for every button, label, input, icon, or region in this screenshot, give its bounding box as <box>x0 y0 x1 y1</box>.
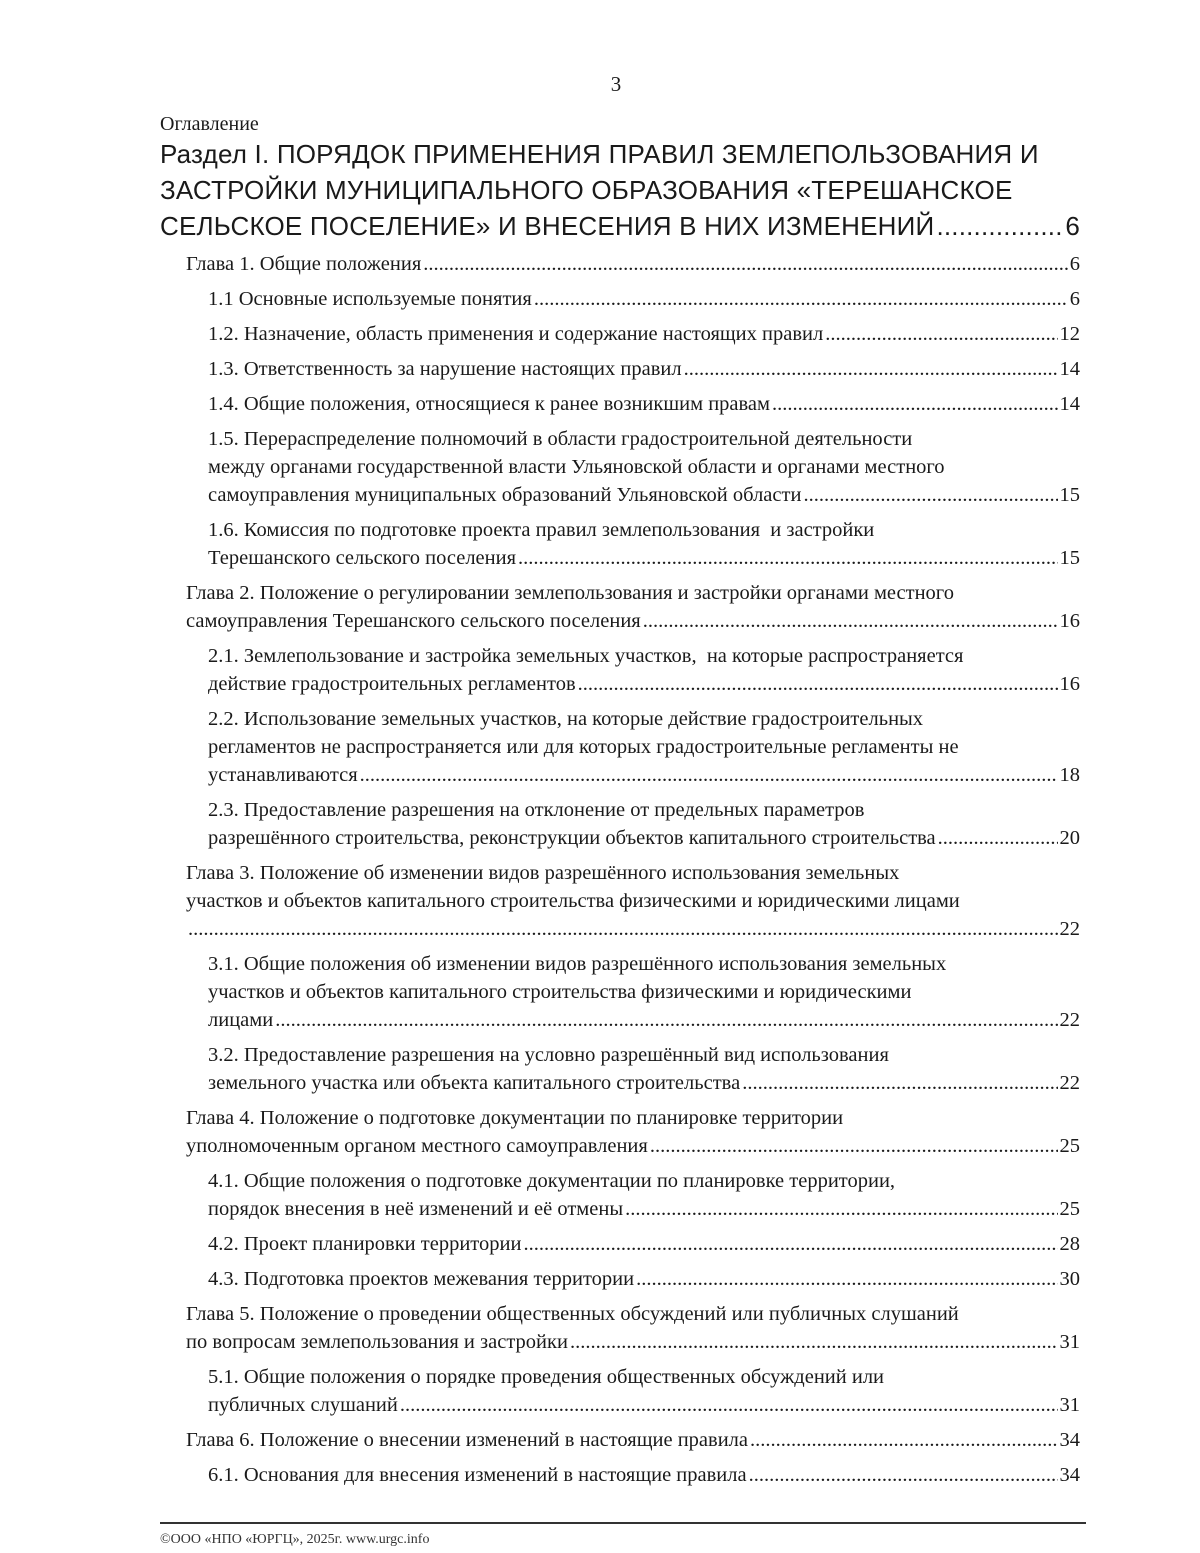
toc-page-number: 14 <box>1059 393 1080 415</box>
toc-entry-last-line <box>208 761 1080 789</box>
toc-entry-line: разрешённого строительства, реконструкции объектов капитального строительства <box>208 827 936 849</box>
toc-entry-last-line <box>186 607 1080 635</box>
toc-subsection-entry[interactable] <box>208 642 1080 698</box>
toc-entry-line: участков и объектов капитального строительства физическими и юридическими лицами <box>186 890 960 912</box>
toc-entry-line: 3.1. Общие положения об изменении видов разрешённого использования земельных <box>208 953 947 975</box>
page-number: 3 <box>610 72 622 96</box>
toc-page-number: 31 <box>1059 1394 1080 1416</box>
toc-subsection-entry[interactable] <box>208 285 1080 313</box>
toc-page-number: 14 <box>1059 358 1080 380</box>
toc-leader-dots <box>188 915 1058 943</box>
toc-subsection-entry[interactable] <box>208 390 1080 418</box>
toc-page-number: 30 <box>1059 1268 1080 1290</box>
toc-leader-dots <box>400 1391 1058 1419</box>
table-of-contents <box>160 136 1080 1496</box>
toc-entry-last-line <box>208 1461 1080 1489</box>
toc-entry-last-line <box>208 670 1080 698</box>
toc-page-number: 25 <box>1059 1135 1080 1157</box>
toc-entry-last-line <box>208 285 1080 313</box>
toc-leader-dots <box>636 1265 1057 1293</box>
toc-page-number: 22 <box>1059 918 1080 940</box>
toc-leader-dots <box>742 1069 1057 1097</box>
toc-subsection-entry[interactable] <box>208 950 1080 1034</box>
toc-leader-dots <box>803 481 1057 509</box>
toc-leader-dots <box>749 1461 1058 1489</box>
toc-chapter-entry[interactable] <box>186 1300 1080 1356</box>
toc-leader-dots <box>275 1006 1057 1034</box>
toc-entry-line: Глава 4. Положение о подготовке документации по планировке территории <box>186 1107 844 1129</box>
toc-page-number: 20 <box>1059 827 1080 849</box>
toc-entry-last-line <box>208 544 1080 572</box>
toc-page-number: 6 <box>1065 211 1080 241</box>
toc-leader-dots <box>650 1132 1058 1160</box>
toc-entry-last-line <box>186 915 1080 943</box>
footer-rule <box>160 1522 1086 1524</box>
toc-subsection-entry[interactable] <box>208 796 1080 852</box>
toc-subsection-entry[interactable] <box>208 1041 1080 1097</box>
toc-subsection-entry[interactable] <box>208 1167 1080 1223</box>
toc-subsection-entry[interactable] <box>208 425 1080 509</box>
toc-chapter-entry[interactable] <box>186 250 1080 278</box>
toc-leader-dots <box>684 355 1058 383</box>
toc-entry-line: Глава 6. Положение о внесении изменений в настоящие правила <box>186 1429 748 1451</box>
toc-entry-last-line <box>208 1391 1080 1419</box>
toc-chapter-entry[interactable] <box>186 1104 1080 1160</box>
toc-section-line: Раздел I. ПОРЯДОК ПРИМЕНЕНИЯ ПРАВИЛ ЗЕМЛЕПОЛЬЗОВАНИЯ И <box>160 139 1039 169</box>
toc-entry-line: по вопросам землепользования и застройки <box>186 1331 568 1353</box>
toc-entry-line: публичных слушаний <box>208 1394 398 1416</box>
toc-leader-dots <box>625 1195 1057 1223</box>
footer-copyright: ©ООО «НПО «ЮРГЦ», 2025г. www.urgc.info <box>160 1532 430 1547</box>
toc-entry-line: 2.1. Землепользование и застройка земельных участков, на которые распространяется <box>208 645 964 667</box>
toc-entry-last-line <box>208 481 1080 509</box>
toc-entry-line: 6.1. Основания для внесения изменений в настоящие правила <box>208 1464 747 1486</box>
toc-leader-dots <box>570 1328 1058 1356</box>
toc-leader-dots <box>578 670 1058 698</box>
toc-entry-line: Глава 5. Положение о проведении общественных обсуждений или публичных слушаний <box>186 1303 959 1325</box>
toc-entry-last-line <box>208 390 1080 418</box>
toc-page-number: 6 <box>1069 253 1080 275</box>
toc-page-number: 12 <box>1059 323 1080 345</box>
toc-section-entry[interactable] <box>160 136 1080 244</box>
toc-leader-dots <box>938 824 1058 852</box>
toc-page-number: 15 <box>1059 547 1080 569</box>
toc-entry-line: земельного участка или объекта капитального строительства <box>208 1072 741 1094</box>
toc-page-number: 16 <box>1059 610 1080 632</box>
toc-entry-line: самоуправления Терешанского сельского поселения <box>186 610 641 632</box>
toc-entry-last-line <box>208 1069 1080 1097</box>
toc-chapter-entry[interactable] <box>186 859 1080 943</box>
toc-entry-line: между органами государственной власти Ульяновской области и органами местного <box>208 456 945 478</box>
toc-entry-last-line <box>208 1230 1080 1258</box>
toc-entries <box>160 250 1080 1489</box>
toc-entry-line: 5.1. Общие положения о порядке проведения общественных обсуждений или <box>208 1366 885 1388</box>
toc-entry-line: Терешанского сельского поселения <box>208 547 517 569</box>
toc-heading: Оглавление <box>160 113 259 135</box>
toc-entry-last-line <box>186 1132 1080 1160</box>
toc-page-number: 15 <box>1059 484 1080 506</box>
toc-chapter-entry[interactable] <box>186 579 1080 635</box>
toc-subsection-entry[interactable] <box>208 1265 1080 1293</box>
toc-entry-last-line <box>208 1265 1080 1293</box>
toc-subsection-entry[interactable] <box>208 705 1080 789</box>
toc-entry-line: 4.3. Подготовка проектов межевания территории <box>208 1268 635 1290</box>
toc-page-number: 22 <box>1059 1072 1080 1094</box>
toc-leader-dots <box>360 761 1058 789</box>
toc-entry-line: действие градостроительных регламентов <box>208 673 576 695</box>
toc-entry-line: Глава 2. Положение о регулировании землепользования и застройки органами местного <box>186 582 954 604</box>
toc-leader-dots <box>936 208 1063 244</box>
toc-section-last-line <box>160 208 1080 244</box>
toc-entry-line: 4.2. Проект планировки территории <box>208 1233 522 1255</box>
toc-subsection-entry[interactable] <box>208 1363 1080 1419</box>
toc-subsection-entry[interactable] <box>208 516 1080 572</box>
toc-section-line: ЗАСТРОЙКИ МУНИЦИПАЛЬНОГО ОБРАЗОВАНИЯ «ТЕРЕШАНСКОЕ <box>160 175 1013 205</box>
toc-page-number: 31 <box>1059 1331 1080 1353</box>
toc-entry-last-line <box>186 250 1080 278</box>
toc-leader-dots <box>750 1426 1058 1454</box>
toc-entry-last-line <box>208 320 1080 348</box>
toc-leader-dots <box>523 1230 1057 1258</box>
toc-entry-last-line <box>208 824 1080 852</box>
toc-subsection-entry[interactable] <box>208 1461 1080 1489</box>
toc-entry-line: устанавливаются <box>208 764 358 786</box>
toc-entry-line: регламентов не распространяется или для которых градостроительные регламенты не <box>208 736 959 758</box>
toc-subsection-entry[interactable] <box>208 1230 1080 1258</box>
toc-section-line: СЕЛЬСКОЕ ПОСЕЛЕНИЕ» И ВНЕСЕНИЯ В НИХ ИЗМЕНЕНИЙ <box>160 211 935 241</box>
toc-page-number: 16 <box>1059 673 1080 695</box>
toc-entry-line: самоуправления муниципальных образований Ульяновской области <box>208 484 802 506</box>
toc-leader-dots <box>643 607 1058 635</box>
toc-page-number: 6 <box>1069 288 1080 310</box>
toc-entry-line: 3.2. Предоставление разрешения на условно разрешённый вид использования <box>208 1044 889 1066</box>
toc-leader-dots <box>518 544 1057 572</box>
toc-entry-last-line <box>186 1328 1080 1356</box>
toc-chapter-entry[interactable] <box>186 1426 1080 1454</box>
toc-entry-line: 2.3. Предоставление разрешения на отклонение от предельных параметров <box>208 799 865 821</box>
toc-entry-line: 1.6. Комиссия по подготовке проекта правил землепользования и застройки <box>208 519 875 541</box>
toc-leader-dots <box>423 250 1067 278</box>
toc-subsection-entry[interactable] <box>208 355 1080 383</box>
toc-page-number: 34 <box>1059 1429 1080 1451</box>
toc-entry-line: лицами <box>208 1009 274 1031</box>
toc-entry-line: 2.2. Использование земельных участков, на которые действие градостроительных <box>208 708 924 730</box>
toc-entry-line: Глава 3. Положение об изменении видов разрешённого использования земельных <box>186 862 900 884</box>
toc-page-number: 28 <box>1059 1233 1080 1255</box>
toc-leader-dots <box>825 320 1057 348</box>
toc-entry-last-line <box>186 1426 1080 1454</box>
toc-page-number: 34 <box>1059 1464 1080 1486</box>
toc-entry-last-line <box>208 355 1080 383</box>
toc-entry-line: 1.3. Ответственность за нарушение настоящих правил <box>208 358 682 380</box>
toc-entry-line: 1.2. Назначение, область применения и содержание настоящих правил <box>208 323 824 345</box>
toc-entry-last-line <box>208 1195 1080 1223</box>
toc-entry-line: порядок внесения в неё изменений и её отмены <box>208 1198 624 1220</box>
toc-entry-line: 4.1. Общие положения о подготовке документации по планировке территории, <box>208 1170 896 1192</box>
toc-entry-line: уполномоченным органом местного самоуправления <box>186 1135 648 1157</box>
toc-leader-dots <box>772 390 1057 418</box>
toc-entry-line: 1.1 Основные используемые понятия <box>208 288 532 310</box>
toc-page-number: 18 <box>1059 764 1080 786</box>
toc-subsection-entry[interactable] <box>208 320 1080 348</box>
toc-entry-line: 1.4. Общие положения, относящиеся к ранее возникшим правам <box>208 393 771 415</box>
toc-page-number: 25 <box>1059 1198 1080 1220</box>
toc-entry-last-line <box>208 1006 1080 1034</box>
toc-page-number: 22 <box>1059 1009 1080 1031</box>
toc-entry-line: Глава 1. Общие положения <box>186 253 422 275</box>
toc-leader-dots <box>534 285 1068 313</box>
toc-entry-line: 1.5. Перераспределение полномочий в области градостроительной деятельности <box>208 428 913 450</box>
toc-entry-line: участков и объектов капитального строительства физическими и юридическими <box>208 981 912 1003</box>
